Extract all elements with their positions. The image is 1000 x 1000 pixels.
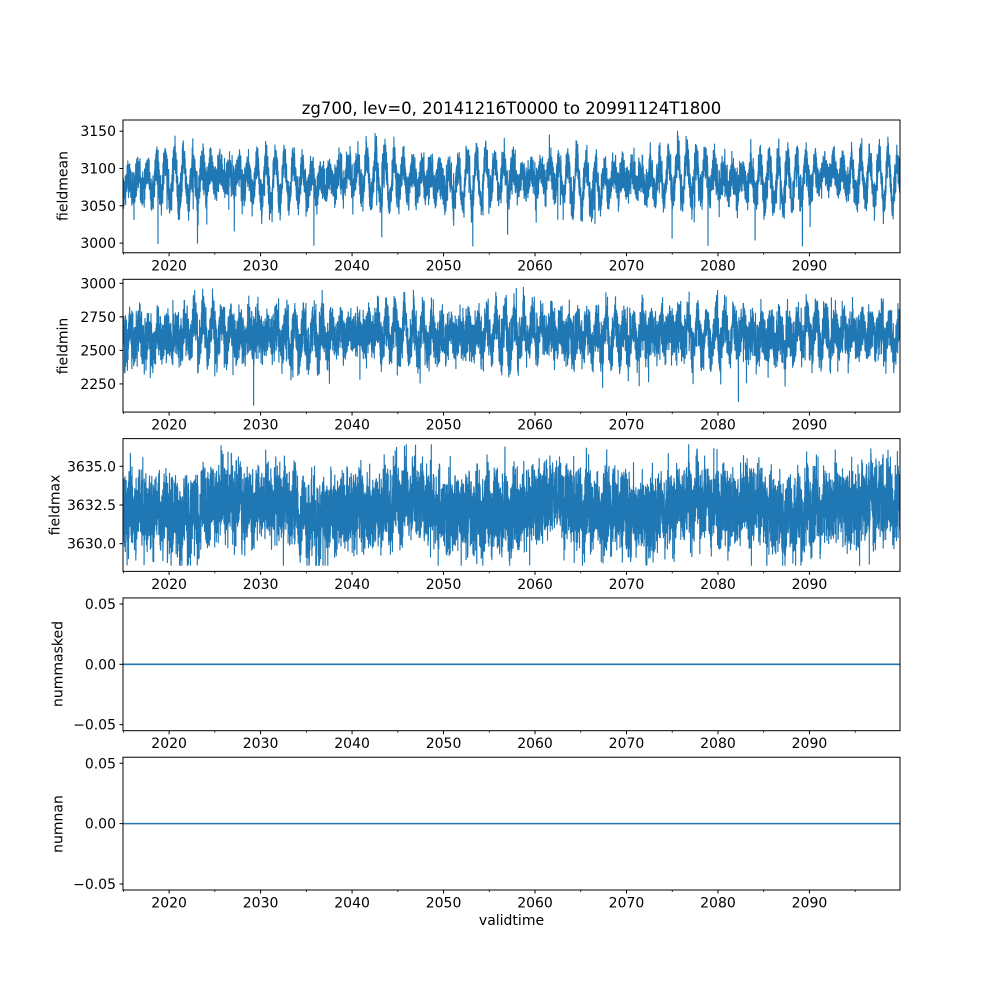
ylabel-fieldmin: fieldmin (55, 317, 72, 375)
x-tick-label: 2020 (151, 258, 187, 275)
x-tick-label: 2020 (151, 576, 187, 593)
y-tick-label: 3635.0 (67, 459, 116, 476)
x-axis-label: validtime (478, 913, 545, 929)
x-tick-label: 2030 (242, 576, 279, 593)
x-tick-label: 2070 (608, 417, 645, 434)
x-tick-label: 2060 (517, 417, 553, 434)
x-tick-label: 2070 (608, 576, 645, 593)
x-tick-label: 2050 (425, 736, 462, 753)
x-tick-label: 2090 (791, 576, 828, 593)
x-tick-label: 2090 (791, 895, 828, 912)
ylabel-numnan: numnan (50, 795, 67, 853)
x-tick-label: 2070 (608, 895, 645, 912)
ylabel-fieldmean: fieldmean (55, 151, 72, 221)
ylabel-nummasked: nummasked (50, 620, 67, 708)
x-tick-label: 2040 (334, 417, 370, 434)
ylabel-fieldmax: fieldmax (47, 474, 64, 536)
x-tick-label: 2070 (608, 736, 645, 753)
y-tick-label: 2750 (80, 309, 116, 326)
x-tick-label: 2040 (334, 895, 370, 912)
x-tick-label: 2030 (242, 258, 279, 275)
series-line-fieldmin (123, 287, 900, 405)
y-tick-label: 3632.5 (67, 498, 116, 514)
figure-title: zg700, lev=0, 20141216T0000 to 20991124T1800 (301, 99, 722, 118)
y-tick-label: −0.05 (73, 717, 116, 734)
x-tick-label: 2050 (425, 258, 462, 275)
y-tick-label: 3050 (80, 198, 116, 215)
x-tick-label: 2090 (791, 258, 828, 275)
x-tick-label: 2040 (334, 576, 370, 593)
x-tick-label: 2080 (700, 736, 736, 753)
y-tick-label: 2500 (80, 343, 116, 360)
x-tick-label: 2060 (517, 736, 553, 753)
y-tick-label: 0.05 (84, 596, 116, 613)
x-tick-label: 2040 (334, 736, 370, 753)
y-tick-label: 0.00 (84, 657, 116, 674)
x-tick-label: 2080 (700, 417, 736, 434)
y-tick-label: 3000 (80, 276, 116, 293)
x-tick-label: 2070 (608, 258, 645, 275)
x-tick-label: 2060 (517, 576, 553, 593)
x-tick-label: 2090 (791, 736, 828, 753)
x-tick-label: 2050 (425, 576, 462, 593)
x-tick-label: 2050 (425, 895, 462, 912)
x-tick-label: 2060 (517, 258, 553, 275)
y-tick-label: 3630.0 (67, 536, 116, 553)
x-tick-label: 2080 (700, 895, 736, 912)
series-line-fieldmax (123, 445, 900, 566)
y-tick-label: 2250 (80, 376, 116, 393)
x-tick-label: 2020 (151, 895, 187, 912)
x-tick-label: 2020 (151, 736, 187, 753)
series-line-fieldmean (123, 131, 900, 246)
y-tick-label: −0.05 (73, 876, 116, 893)
y-tick-label: 3150 (80, 124, 116, 141)
x-tick-label: 2080 (700, 258, 736, 275)
x-tick-label: 2030 (242, 417, 279, 434)
x-tick-label: 2080 (700, 576, 736, 593)
y-tick-label: 0.05 (84, 756, 116, 773)
x-tick-label: 2020 (151, 417, 187, 434)
x-tick-label: 2030 (242, 736, 279, 753)
x-tick-label: 2030 (242, 895, 279, 912)
x-tick-label: 2060 (517, 895, 553, 912)
y-tick-label: 3100 (80, 161, 116, 178)
x-tick-label: 2040 (334, 258, 370, 275)
x-tick-label: 2090 (791, 417, 828, 434)
y-tick-label: 0.00 (84, 816, 116, 833)
x-tick-label: 2050 (425, 417, 462, 434)
y-tick-label: 3000 (80, 236, 116, 253)
